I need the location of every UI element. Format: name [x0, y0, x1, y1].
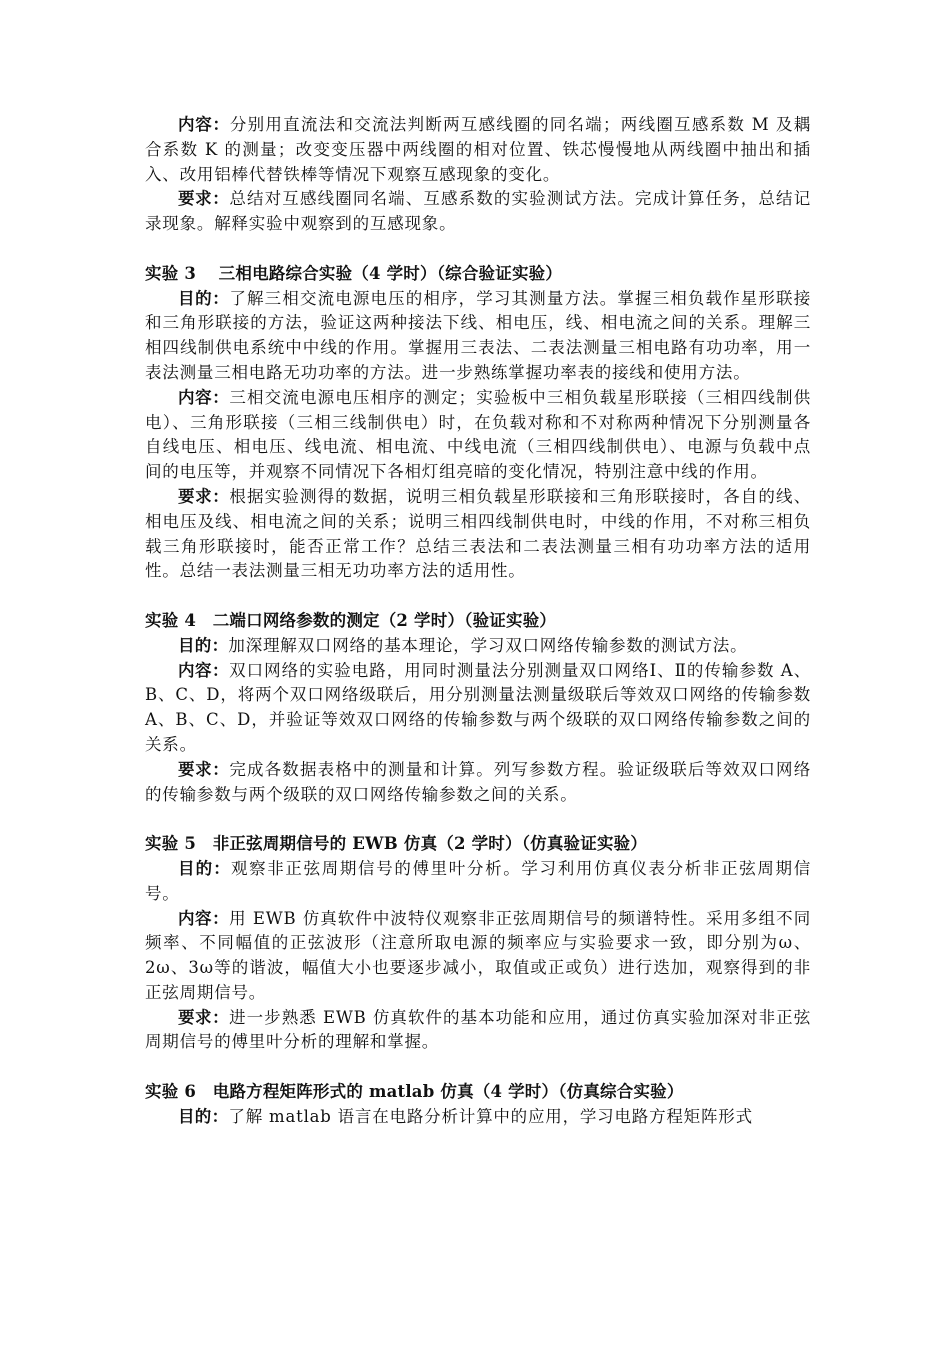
paragraph-label: 要求： — [178, 486, 230, 506]
paragraph-text: 观察非正弦周期信号的傅里叶分析。学习利用仿真仪表分析非正弦周期信号。 — [145, 858, 811, 903]
paragraph-label: 目的： — [178, 288, 230, 308]
section-gap — [145, 807, 811, 832]
paragraph-content — [145, 659, 811, 758]
paragraph-text: 了解 matlab 语言在电路分析计算中的应用，学习电路方程矩阵形式 — [228, 1106, 753, 1126]
paragraph-text: 进一步熟悉 EWB 仿真软件的基本功能和应用，通过仿真实验加深对非正弦周期信号的傅里叶分析的理解和掌握。 — [145, 1007, 811, 1052]
section-title-experiment-4: 实验 4 二端口网络参数的测定（2 学时）（验证实验） — [145, 610, 557, 630]
paragraph-content — [145, 386, 811, 485]
paragraph-label: 要求： — [178, 759, 230, 779]
paragraph-label: 要求： — [178, 1007, 230, 1027]
section-gap — [145, 237, 811, 262]
paragraph-requirement — [145, 758, 811, 808]
paragraph-label: 内容： — [178, 908, 230, 928]
paragraph-text: 完成各数据表格中的测量和计算。列写参数方程。验证级联后等效双口网络的传输参数与两个级联的双口网络传输参数之间的关系。 — [145, 759, 811, 804]
paragraph-requirement — [145, 1006, 811, 1056]
paragraph-text: 用 EWB 仿真软件中波特仪观察非正弦周期信号的频谱特性。采用多组不同频率、不同幅值的正弦波形（注意所取电源的频率应与实验要求一致，即分别为ω、2ω、3ω等的谐波，幅值大小也要逐步减小，取值或正或负）进行迭加，观察得到的非正弦周期信号。 — [145, 908, 811, 1002]
section-gap — [145, 1055, 811, 1080]
paragraph-label: 要求： — [178, 189, 230, 209]
paragraph-label: 目的： — [178, 1106, 229, 1126]
paragraph-content — [145, 113, 811, 187]
paragraph-label: 目的： — [178, 858, 231, 878]
paragraph-text: 总结对互感线圈同名端、互感系数的实验测试方法。完成计算任务，总结记录现象。解释实验中观察到的互感现象。 — [145, 189, 811, 234]
paragraph-text: 了解三相交流电源电压的相序，学习其测量方法。掌握三相负载作星形联接和三角形联接的方法，验证这两种接法下线、相电压，线、相电流之间的关系。理解三相四线制供电系统中中线的作用。掌握用三表法、二表法测量三相电路有功功率，用一表法测量三相电路无功功率的方法。进一步熟练掌握功率表的接线和使用方法。 — [145, 288, 811, 382]
paragraph-purpose — [145, 634, 811, 659]
section-gap — [145, 584, 811, 609]
paragraph-label: 内容： — [178, 387, 230, 407]
paragraph-requirement — [145, 485, 811, 584]
paragraph-purpose — [145, 1105, 811, 1130]
section-title-experiment-6: 实验 6 电路方程矩阵形式的 matlab 仿真（4 学时）（仿真综合实验） — [145, 1082, 684, 1102]
paragraph-text: 根据实验测得的数据，说明三相负载星形联接和三角形联接时，各自的线、相电压及线、相电流之间的关系；说明三相四线制供电时，中线的作用，不对称三相负载三角形联接时，能否正常工作？总结三表法和二表法测量三相有功功率方法的适用性。总结一表法测量三相无功功率方法的适用性。 — [145, 486, 811, 581]
paragraph-text: 加深理解双口网络的基本理论，学习双口网络传输参数的测试方法。 — [228, 635, 748, 655]
paragraph-text: 三相交流电源电压相序的测定；实验板中三相负载星形联接（三相四线制供电）、三角形联接（三相三线制供电）时，在负载对称和不对称两种情况下分别测量各自线电压、相电压、线电流、相电流、中线电流（三相四线制供电）、电源与负载中点间的电压等，并观察不同情况下各相灯组亮暗的变化情况，特别注意中线的作用。 — [145, 387, 811, 482]
document-page — [145, 113, 811, 1130]
paragraph-text: 双口网络的实验电路，用同时测量法分别测量双口网络Ⅰ、Ⅱ的传输参数 A、B、C、D，将两个双口网络级联后，用分别测量法测量级联后等效双口网络的传输参数 A、B、C、D，并验证等效双口网络的传输参数与两个级联的双口网络传输参数之间的关系。 — [145, 660, 811, 754]
paragraph-label: 内容： — [178, 115, 230, 134]
paragraph-content — [145, 907, 811, 1006]
paragraph-requirement — [145, 187, 811, 237]
paragraph-purpose — [145, 287, 811, 386]
paragraph-purpose — [145, 857, 811, 907]
paragraph-text: 分别用直流法和交流法判断两互感线圈的同名端；两线圈互感系数 M 及耦合系数 K 的测量；改变变压器中两线圈的相对位置、铁芯慢慢地从两线圈中抽出和插入、改用铝棒代替铁棒等情况下观察互感现象的变化。 — [145, 115, 811, 184]
section-title-experiment-5: 实验 5 非正弦周期信号的 EWB 仿真（2 学时）（仿真验证实验） — [145, 834, 648, 854]
paragraph-label: 目的： — [178, 635, 229, 655]
paragraph-label: 内容： — [178, 660, 230, 680]
section-title-experiment-3: 实验 3 三相电路综合实验（4 学时）（综合验证实验） — [145, 263, 563, 283]
